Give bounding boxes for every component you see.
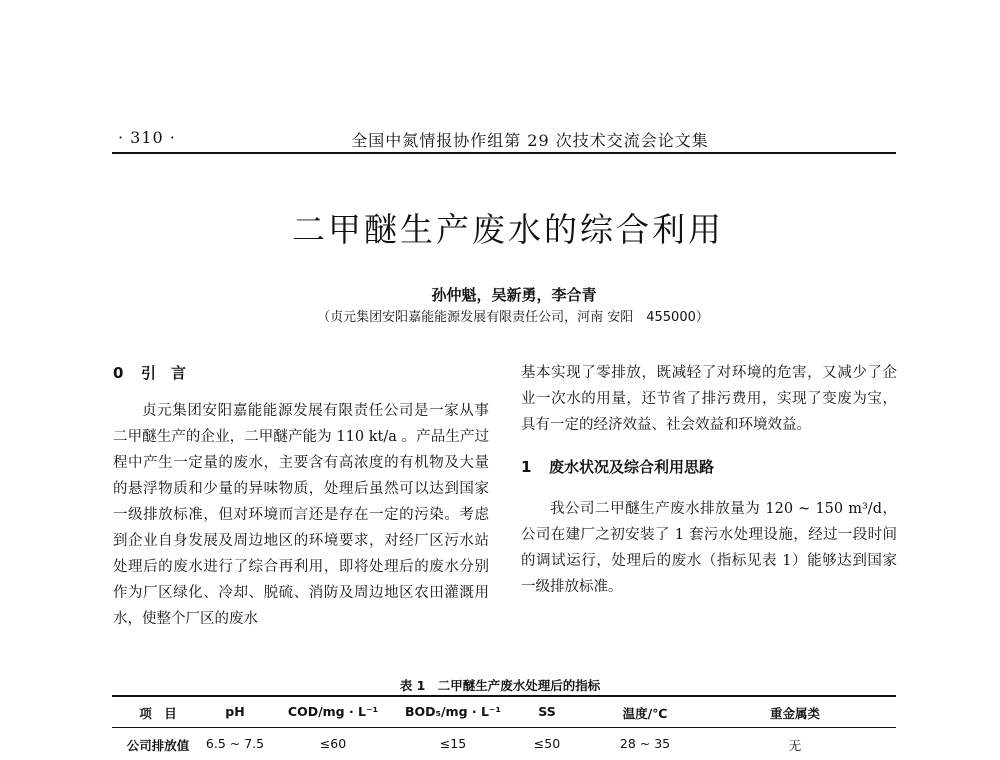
section-1-heading bbox=[521, 454, 897, 480]
section-0-heading bbox=[113, 360, 489, 386]
table-header-cod: COD/mg · L⁻¹ bbox=[287, 704, 379, 719]
table-cell-bod: ≤15 bbox=[439, 736, 467, 751]
table-header-bod: BOD₅/mg · L⁻¹ bbox=[404, 704, 502, 719]
section-1-title: 废水状况及综合利用思路 bbox=[549, 458, 715, 476]
page-number: · 310 · bbox=[118, 128, 176, 147]
table-cell-heavy-metal: 无 bbox=[788, 738, 802, 753]
left-column bbox=[113, 360, 489, 632]
section-0-title: 引 言 bbox=[141, 364, 187, 382]
table-header-ss: SS bbox=[538, 704, 556, 719]
table-header-heavy-metal: 重金属类 bbox=[769, 706, 820, 721]
section-1-paragraph: 我公司二甲醚生产废水排放量为 120 ~ 150 m³/d，公司在建厂之初安装了 1 套污水处理设施，经过一段时间的调试运行，处理后的废水（指标见表 1）能够达到国家一级排放标准。 bbox=[521, 501, 897, 595]
header-rule bbox=[112, 152, 896, 154]
article-affiliation: （贞元集团安阳嘉能能源发展有限责任公司，河南 安阳 455000） bbox=[317, 310, 709, 325]
table-mid-rule bbox=[112, 727, 896, 728]
section-1-number: 1 bbox=[521, 458, 532, 476]
article-authors: 孙仲魁，吴新勇，李合青 bbox=[431, 286, 597, 304]
running-header: 全国中氮情报协作组第 29 次技术交流会论文集 bbox=[351, 131, 709, 150]
table-header-item: 项 目 bbox=[139, 706, 177, 721]
article-title: 二甲醚生产废水的综合利用 bbox=[292, 210, 724, 249]
intro-paragraph: 贞元集团安阳嘉能能源发展有限责任公司是一家从事二甲醚生产的企业，二甲醚产能为 110 kt/a 。产品生产过程中产生一定量的废水，主要含有高浓度的有机物及大量的悬浮物质和少量的异味物质，处理后虽然可以达到国家一级排放标准，但对环境而言还是存在一定的污染。考虑到企业自身发展及周边地区的环境要求，对经厂区污水站处理后的废水进行了综合再利用，即将处理后的废水分别作为厂区绿化、冷却、脱硫、消防及周边地区农田灌溉用水，使整个厂区的废水 bbox=[113, 403, 489, 627]
table-cell-temp: 28 ~ 35 bbox=[619, 736, 671, 751]
right-column bbox=[521, 360, 897, 600]
table-1-caption: 表 1 二甲醚生产废水处理后的指标 bbox=[399, 678, 601, 693]
table-cell-cod: ≤60 bbox=[319, 736, 347, 751]
section-0-number: 0 bbox=[113, 364, 124, 382]
table-header-temp: 温度/℃ bbox=[622, 706, 668, 721]
table-top-rule bbox=[112, 695, 896, 697]
table-cell-ph: 6.5 ~ 7.5 bbox=[205, 736, 265, 751]
table-cell-item: 公司排放值 bbox=[126, 738, 190, 753]
intro-continuation: 基本实现了零排放，既减轻了对环境的危害，又减少了企业一次水的用量，还节省了排污费用，实现了变废为宝，具有一定的经济效益、社会效益和环境效益。 bbox=[521, 365, 897, 433]
table-header-ph: pH bbox=[225, 704, 245, 719]
table-cell-ss: ≤50 bbox=[533, 736, 561, 751]
